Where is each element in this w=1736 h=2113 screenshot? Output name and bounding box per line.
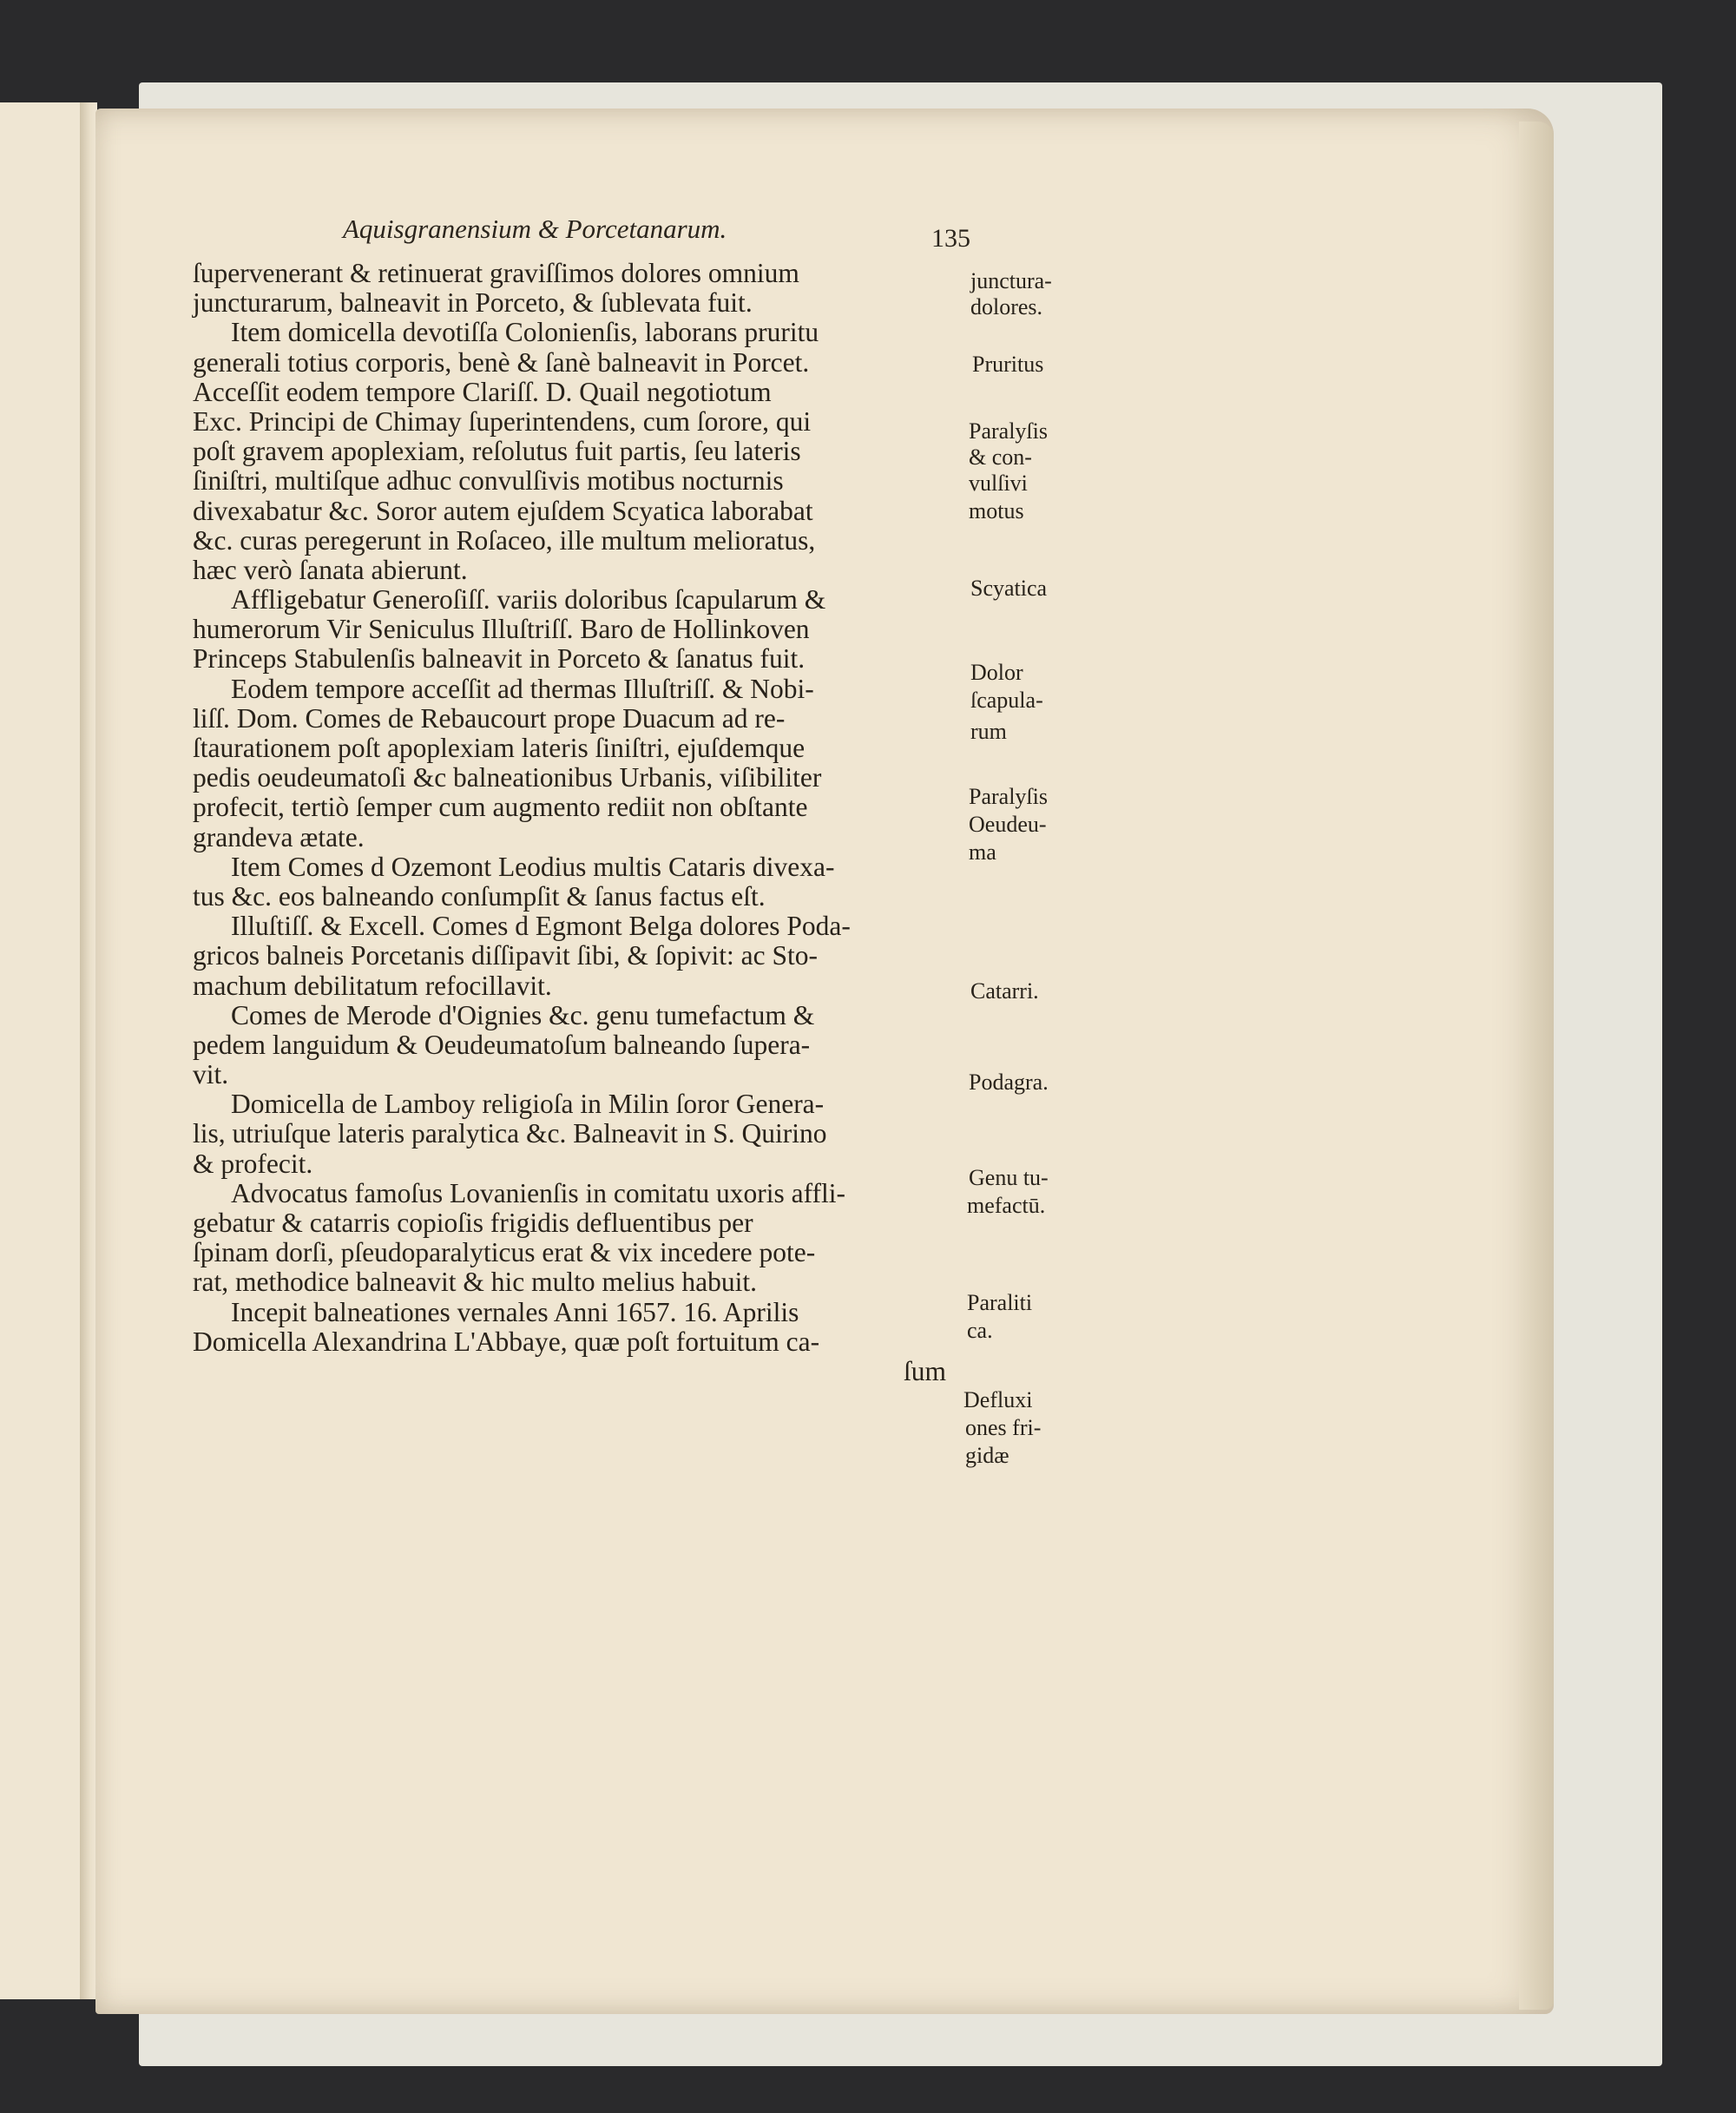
- text-line: gricos balneis Porcetanis diſſipavit ſibi, & ſopivit: ac Sto-: [193, 940, 819, 971]
- margin-note: & con-: [969, 444, 1032, 470]
- text-line: gebatur & catarris copioſis frigidis defluentibus per: [193, 1208, 753, 1238]
- margin-note: Defluxi: [963, 1387, 1033, 1412]
- text-line: tus &c. eos balneando conſumpſit & ſanus factus eſt.: [193, 880, 766, 912]
- text-line: &c. curas peregerunt in Roſaceo, ille multum melioratus,: [193, 524, 816, 556]
- text-line: Illuſtiſſ. & Excell. Comes d Egmont Belga dolores Poda-: [231, 911, 851, 942]
- text-line: Comes de Merode d'Oignies &c. genu tumefactum &: [231, 999, 815, 1030]
- margin-note: junctura-: [970, 268, 1052, 293]
- margin-note: Oeudeu-: [969, 812, 1047, 837]
- text-line: Exc. Principi de Chimay ſuperintendens, cum ſorore, qui: [193, 405, 812, 437]
- margin-note: ones fri-: [965, 1415, 1042, 1440]
- text-line: & profecit.: [193, 1148, 313, 1179]
- text-line: ſpinam dorſi, pſeudoparalyticus erat & vix incedere pote-: [193, 1237, 816, 1268]
- text-line: hæc verò ſanata abierunt.: [193, 554, 468, 585]
- text-line: Domicella de Lamboy religioſa in Milin ſoror Genera-: [231, 1089, 825, 1120]
- running-title: Aquisgranensium & Porcetanarum.: [343, 214, 727, 244]
- margin-note: dolores.: [970, 294, 1043, 319]
- margin-note: ſcapula-: [970, 688, 1043, 713]
- text-line: divexabatur &c. Soror autem ejuſdem Scyatica laborabat: [193, 495, 813, 526]
- book-gutter: [80, 102, 97, 1999]
- margin-note: Paralyſis: [969, 418, 1048, 444]
- text-line: Affligebatur Generoſiſſ. variis doloribus ſcapularum &: [231, 584, 826, 615]
- text-line: juncturarum, balneavit in Porceto, & ſublevata fuit.: [193, 287, 753, 319]
- text-line: Item domicella devotiſſa Colonienſis, laborans pruritu: [231, 317, 819, 348]
- text-line: Domicella Alexandrina L'Abbaye, quæ poſt fortuitum ca-: [193, 1326, 820, 1357]
- margin-note: ca.: [967, 1318, 993, 1343]
- margin-note: rum: [970, 719, 1007, 744]
- text-line: Incepit balneationes vernales Anni 1657. 16. Aprilis: [231, 1296, 799, 1327]
- text-line: Princeps Stabulenſis balneavit in Porceto & ſanatus fuit.: [193, 643, 806, 675]
- text-line: grandeva ætate.: [193, 821, 365, 852]
- text-line: ſupervenerant & retinuerat graviſſimos dolores omnium: [193, 258, 799, 288]
- body-text: [193, 259, 957, 1386]
- text-line: liſſ. Dom. Comes de Rebaucourt prope Duacum ad re-: [193, 702, 786, 734]
- text-line: profecit, tertiò ſemper cum augmento rediit non obſtante: [193, 792, 808, 823]
- page-fore-edge: [1519, 122, 1554, 2010]
- text-line: humerorum Vir Seniculus Illuſtriſſ. Baro de Hollinkoven: [193, 614, 810, 645]
- text-line: generali totius corporis, benè & ſanè balneavit in Porcet.: [193, 346, 810, 378]
- text-line: rat, methodice balneavit & hic multo melius habuit.: [193, 1267, 757, 1298]
- margin-note: Podagra.: [969, 1070, 1049, 1095]
- margin-note: Genu tu-: [969, 1165, 1049, 1190]
- margin-note: gidæ: [965, 1443, 1009, 1468]
- text-line: ſtaurationem poſt apoplexiam lateris ſiniſtri, ejuſdemque: [193, 733, 806, 763]
- text-line: pedem languidum & Oeudeumatoſum balneando ſupera-: [193, 1029, 811, 1060]
- margin-note: ma: [969, 839, 996, 865]
- text-line: machum debilitatum refocillavit.: [193, 970, 552, 1001]
- text-line: Eodem tempore acceſſit ad thermas Illuſtriſſ. & Nobi-: [231, 673, 814, 704]
- margin-note: Dolor: [970, 660, 1023, 685]
- text-line: Acceſſit eodem tempore Clariſſ. D. Quail negotiotum: [193, 376, 772, 407]
- page-number: 135: [931, 224, 970, 253]
- margin-note: Pruritus: [972, 352, 1044, 377]
- text-line: poſt gravem apoplexiam, reſolutus fuit partis, ſeu lateris: [193, 436, 801, 467]
- text-line: pedis oeudeumatoſi &c balneationibus Urbanis, viſibiliter: [193, 762, 822, 793]
- text-line: Advocatus famoſus Lovanienſis in comitatu uxoris affli-: [231, 1177, 846, 1208]
- text-line: ſiniſtri, multiſque adhuc convulſivis motibus nocturnis: [193, 465, 784, 497]
- margin-note: vulſivi: [969, 471, 1028, 496]
- text-line: vit.: [193, 1059, 229, 1090]
- margin-note: mefactū.: [967, 1193, 1046, 1218]
- margin-note: Catarri.: [970, 978, 1039, 1004]
- text-line: Item Comes d Ozemont Leodius multis Cataris divexa-: [231, 851, 835, 882]
- catchword: ſum: [903, 1355, 946, 1386]
- margin-note: Scyatica: [970, 576, 1048, 601]
- margin-note: Paralyſis: [969, 784, 1048, 809]
- margin-note: motus: [969, 498, 1024, 523]
- margin-note: Paraliti: [967, 1290, 1033, 1315]
- text-line: lis, utriuſque lateris paralytica &c. Balneavit in S. Quirino: [193, 1118, 827, 1149]
